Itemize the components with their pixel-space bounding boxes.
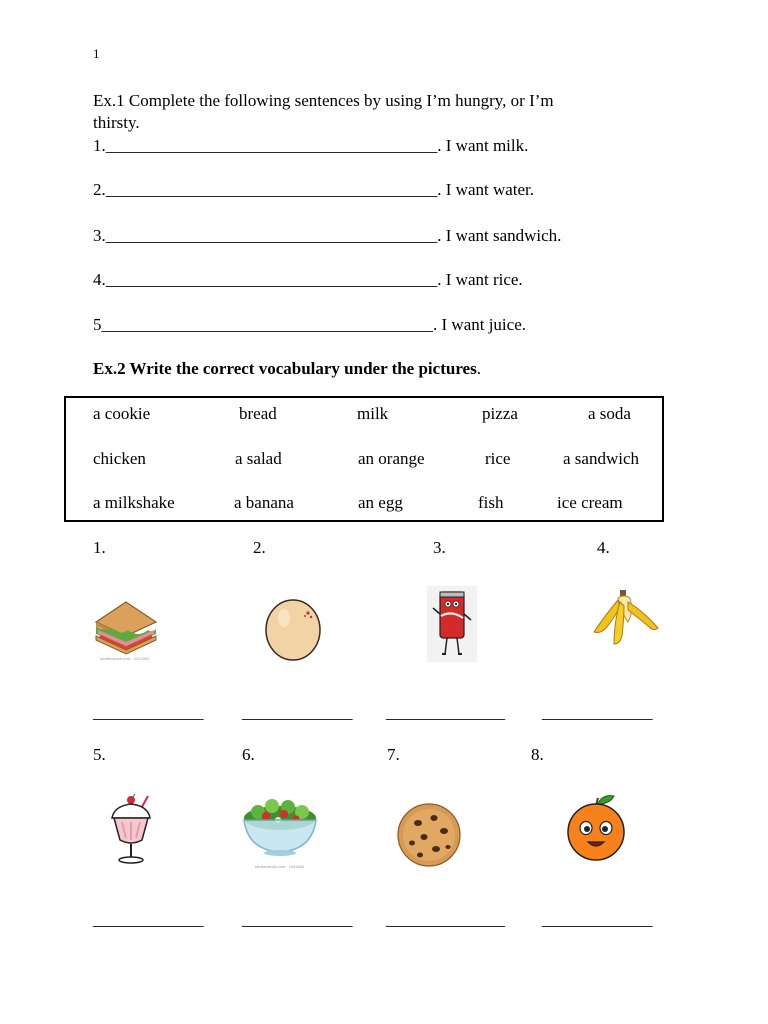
vocab-word: chicken: [93, 449, 146, 468]
picture-answer-blank[interactable]: _____________: [542, 910, 653, 929]
egg-icon: [258, 596, 328, 662]
picture-number: 7.: [387, 745, 400, 764]
picture-answer-blank[interactable]: _____________: [242, 703, 353, 722]
ex1-item-5: [93, 315, 526, 335]
cookie-icon: [394, 803, 464, 867]
ex1-answer-blank[interactable]: _______________________________________: [105, 180, 438, 199]
ex1-answer-blank[interactable]: _______________________________________: [105, 226, 438, 245]
vocab-word: an orange: [358, 449, 425, 468]
ex1-item-text: . I want milk.: [437, 136, 529, 155]
ex1-answer-blank[interactable]: _______________________________________: [105, 270, 438, 289]
vocab-word: a soda: [588, 404, 631, 423]
picture-answer-blank[interactable]: _____________: [242, 910, 353, 929]
picture-number: 8.: [531, 745, 544, 764]
vocab-word: a cookie: [93, 404, 151, 423]
ex1-item-number: 4.: [93, 270, 106, 289]
picture-answer-blank[interactable]: _____________: [93, 910, 204, 929]
ex1-item-number: 2.: [93, 180, 106, 199]
milkshake-icon: [104, 794, 158, 866]
salad-icon: [240, 792, 320, 868]
ex1-item-1: [93, 136, 528, 156]
picture-number: 4.: [597, 538, 610, 557]
ex1-title: Ex.1 Complete the following sentences by using I’m hungry, or I’m: [93, 91, 554, 110]
ex2-title-period: .: [476, 359, 481, 378]
sandwich-icon: [92, 590, 160, 662]
picture-number: 3.: [433, 538, 446, 557]
picture-answer-blank[interactable]: ______________: [386, 910, 505, 929]
ex1-item-text: . I want water.: [437, 180, 535, 199]
soda-can-icon: [427, 586, 477, 662]
picture-answer-blank[interactable]: ______________: [386, 703, 505, 722]
vocab-word: a banana: [234, 493, 294, 512]
ex1-item-number: 3.: [93, 226, 106, 245]
ex1-item-number: 5: [93, 315, 102, 334]
ex1-answer-blank[interactable]: _______________________________________: [105, 136, 438, 155]
ex1-item-4: [93, 270, 523, 290]
image-credit: shutterstock.com · 2207852: [100, 656, 150, 661]
vocab-word: a milkshake: [93, 493, 175, 512]
ex1-item-text: . I want juice.: [433, 315, 526, 334]
vocab-word: milk: [357, 404, 389, 423]
picture-number: 5.: [93, 745, 106, 764]
picture-number: 2.: [253, 538, 266, 557]
page-number: 1: [93, 46, 100, 61]
ex2-title: [93, 359, 481, 379]
vocab-word: an egg: [358, 493, 403, 512]
ex1-title-cont: thirsty.: [93, 113, 140, 132]
ex1-item-3: [93, 226, 561, 246]
vocab-word: pizza: [482, 404, 518, 423]
picture-answer-blank[interactable]: _____________: [542, 703, 653, 722]
vocab-word: a sandwich: [563, 449, 640, 468]
picture-number: 1.: [93, 538, 106, 557]
vocab-word: fish: [478, 493, 504, 512]
ex1-answer-blank[interactable]: _______________________________________: [101, 315, 433, 334]
ex1-item-number: 1.: [93, 136, 106, 155]
ex1-item-text: . I want rice.: [437, 270, 523, 289]
picture-answer-blank[interactable]: _____________: [93, 703, 204, 722]
vocab-word: rice: [485, 449, 511, 468]
picture-number: 6.: [242, 745, 255, 764]
orange-icon: [562, 792, 630, 862]
image-credit: shutterstock.com · 1064284: [255, 864, 305, 869]
ex2-title-text: Ex.2 Write the correct vocabulary under the pictures: [93, 359, 477, 378]
ex1-item-text: . I want sandwich.: [437, 226, 562, 245]
vocab-word: a salad: [235, 449, 282, 468]
ex1-item-2: [93, 180, 534, 200]
banana-icon: [588, 588, 664, 650]
vocab-word: bread: [239, 404, 277, 423]
vocab-word: ice cream: [557, 493, 623, 512]
